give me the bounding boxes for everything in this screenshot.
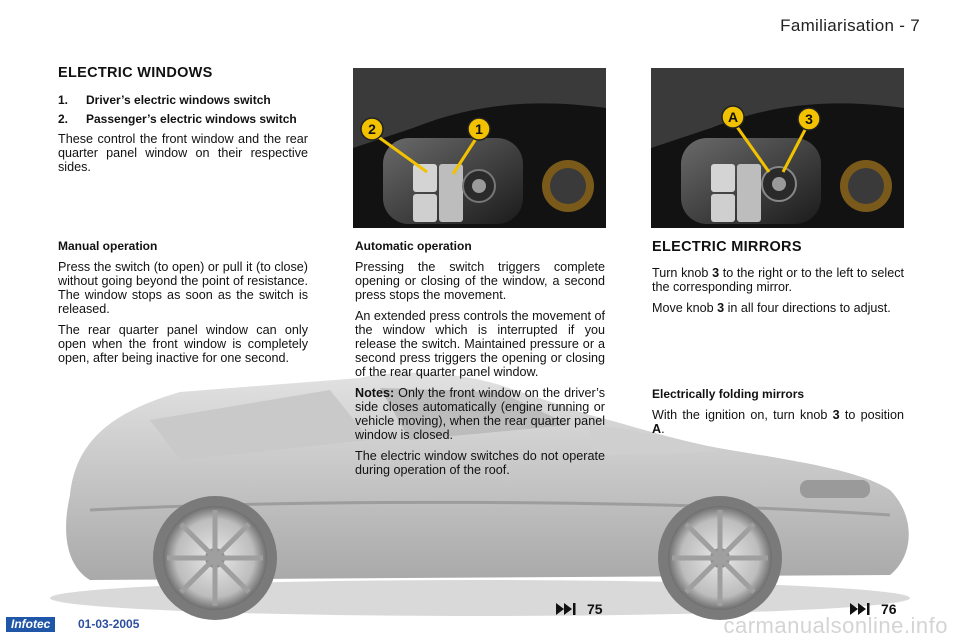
infotec-logo: Infotec	[6, 617, 55, 632]
paragraph: The rear quarter panel window can only open when the front window is completely open, after being inactive for one second.	[58, 323, 308, 365]
windows-intro-text: These control the front window and the rear quarter panel window on their respective sides.	[58, 132, 308, 174]
paragraph: Move knob 3 in all four directions to adjust.	[652, 301, 891, 315]
manual-operation-section	[58, 239, 308, 372]
watermark: carmanualsonline.info	[723, 613, 948, 638]
photo-label-1: 1	[475, 121, 483, 137]
switch-list	[58, 94, 308, 126]
paragraph: Pressing the switch triggers complete opening or closing of the window, a second press stops the movement.	[355, 260, 605, 302]
section-title-electric-windows: ELECTRIC WINDOWS	[58, 65, 213, 81]
notes-label: Notes:	[355, 386, 395, 400]
window-switch-illustration	[353, 68, 606, 228]
subheading-folding-mirrors: Electrically folding mirrors	[652, 387, 805, 401]
fast-forward-icon	[555, 602, 577, 616]
electric-windows-section	[58, 66, 308, 181]
page-link-75[interactable]	[555, 601, 603, 617]
paragraph: Turn knob 3 to the right or to the left to select the corresponding mirror.	[652, 266, 904, 294]
section-title-electric-mirrors: ELECTRIC MIRRORS	[652, 239, 802, 255]
paragraph: With the ignition on, turn knob 3 to position A.	[652, 408, 904, 436]
photo-label-3: 3	[805, 111, 813, 127]
list-item: 2. Passenger’s electric windows switch	[58, 112, 297, 126]
paragraph: An extended press controls the movement of the window which is interrupted if you release the switch. Maintained pressure or a second press triggers the opening or closing of the rear quarter panel window.	[355, 309, 605, 379]
list-item: 1. Driver’s electric windows switch	[58, 93, 271, 107]
folding-mirrors-section	[652, 387, 904, 443]
automatic-operation-section	[355, 239, 605, 484]
paragraph: The electric window switches do not operate during operation of the roof.	[355, 449, 605, 477]
mirror-control-illustration	[651, 68, 904, 228]
notes-paragraph: Notes: Only the front window on the driver’s side closes automatically (engine running or vehicle moving), when the rear quarter panel window is closed.	[355, 386, 605, 442]
page-number-75: 75	[587, 601, 603, 617]
page-header-title: Familiarisation - 7	[780, 16, 920, 35]
mirror-control-photo	[651, 68, 904, 228]
paragraph: Press the switch (to open) or pull it (to close) without going beyond the point of resistance. The window stops as soon as the switch is released.	[58, 260, 308, 316]
window-switch-photo	[353, 68, 606, 228]
print-date: 01-03-2005	[78, 617, 140, 631]
electric-mirrors-section	[652, 240, 904, 322]
subheading-manual-operation: Manual operation	[58, 239, 158, 253]
photo-label-2: 2	[368, 121, 376, 137]
page-number-76: 76	[881, 601, 897, 617]
photo-label-A: A	[727, 109, 739, 125]
subheading-automatic-operation: Automatic operation	[355, 239, 472, 253]
